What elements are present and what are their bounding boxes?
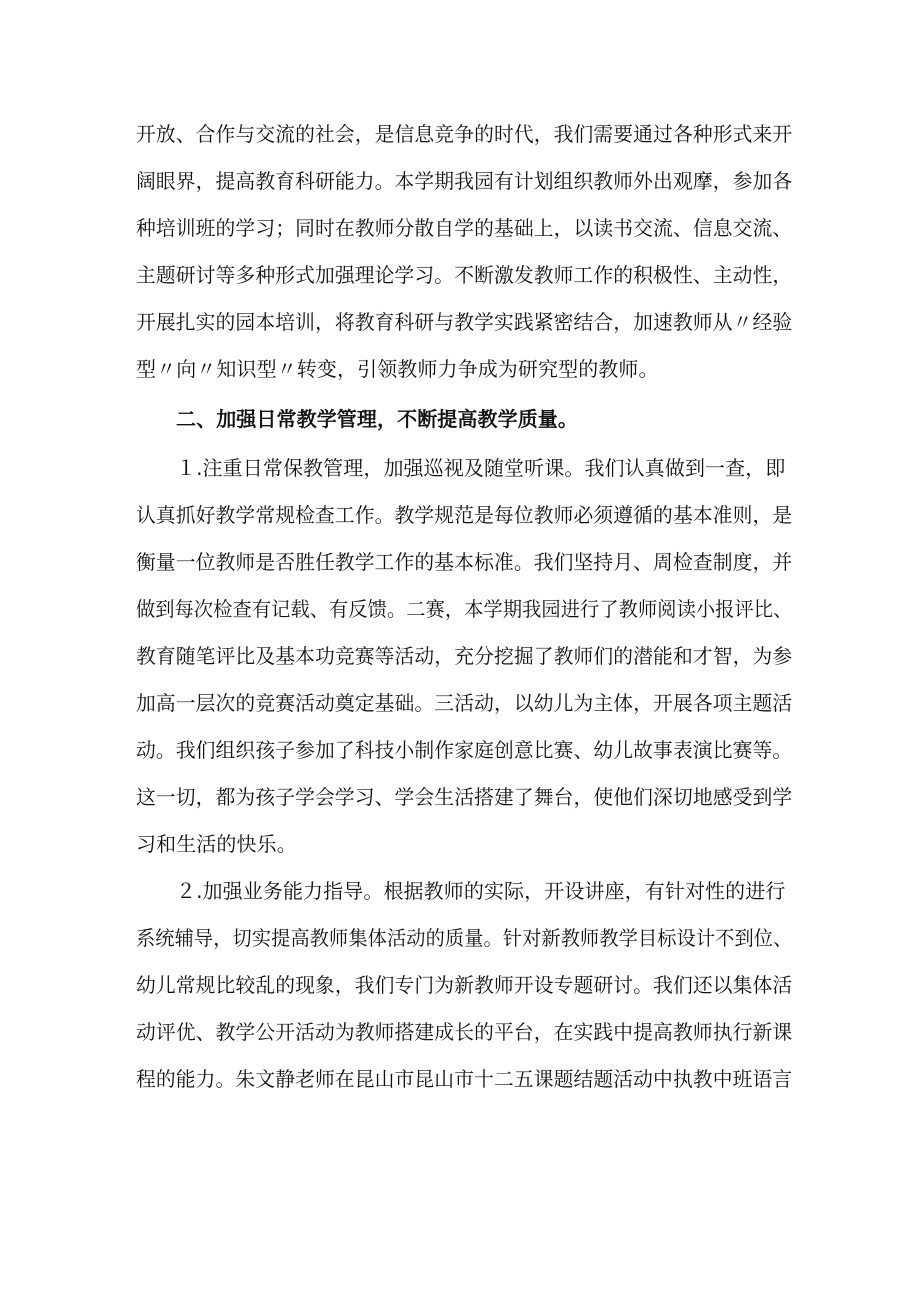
paragraph-line: 加高一层次的竞赛活动奠定基础。三活动，以幼儿为主体，开展各项主题活 bbox=[136, 691, 793, 715]
paragraph-line: 型〃向〃知识型〃转变，引领教师力争成为研究型的教师。 bbox=[136, 357, 659, 381]
paragraph-line: 这一切，都为孩子学会学习、学会生活搭建了舞台，使他们深切地感受到学 bbox=[136, 785, 793, 809]
paragraph-line: 认真抓好教学常规检查工作。教学规范是每位教师必须遵循的基本准则，是 bbox=[136, 503, 793, 527]
paragraph-line: 种培训班的学习；同时在教师分散自学的基础上，以读书交流、信息交流、 bbox=[136, 216, 793, 240]
paragraph-line: 幼儿常规比较乱的现象，我们专门为新教师开设专题研讨。我们还以集体活 bbox=[136, 973, 793, 997]
paragraph-line: ２.加强业务能力指导。根据教师的实际，开设讲座，有针对性的进行 bbox=[176, 879, 786, 903]
paragraph-line: 教育随笔评比及基本功竞赛等活动，充分挖掘了教师们的潜能和才智，为参 bbox=[136, 644, 793, 668]
paragraph-line: 阔眼界，提高教育科研能力。本学期我园有计划组织教师外出观摩，参加各 bbox=[136, 169, 793, 193]
paragraph-line: 程的能力。朱文静老师在昆山市昆山市十二五课题结题活动中执教中班语言 bbox=[136, 1067, 793, 1091]
paragraph-line: 动。我们组织孩子参加了科技小制作家庭创意比赛、幼儿故事表演比赛等。 bbox=[136, 738, 793, 762]
paragraph-line: 衡量一位教师是否胜任教学工作的基本标准。我们坚持月、周检查制度，并 bbox=[136, 550, 793, 574]
paragraph-line: 习和生活的快乐。 bbox=[136, 832, 297, 856]
section-heading: 二、加强日常教学管理，不断提高教学质量。 bbox=[176, 407, 578, 431]
paragraph-line: 动评优、教学公开活动为教师搭建成长的平台，在实践中提高教师执行新课 bbox=[136, 1020, 793, 1044]
paragraph-line: 主题研讨等多种形式加强理论学习。不断激发教师工作的积极性、主动性， bbox=[136, 263, 793, 287]
paragraph-line: 开展扎实的园本培训，将教育科研与教学实践紧密结合，加速教师从〃经验 bbox=[136, 310, 793, 334]
paragraph-line: 系统辅导，切实提高教师集体活动的质量。针对新教师教学目标设计不到位、 bbox=[136, 926, 793, 950]
paragraph-line: 开放、合作与交流的社会，是信息竞争的时代，我们需要通过各种形式来开 bbox=[136, 122, 793, 146]
paragraph-line: １.注重日常保教管理，加强巡视及随堂听课。我们认真做到一查，即 bbox=[176, 456, 786, 480]
paragraph-line: 做到每次检查有记载、有反馈。二赛，本学期我园进行了教师阅读小报评比、 bbox=[136, 597, 793, 621]
